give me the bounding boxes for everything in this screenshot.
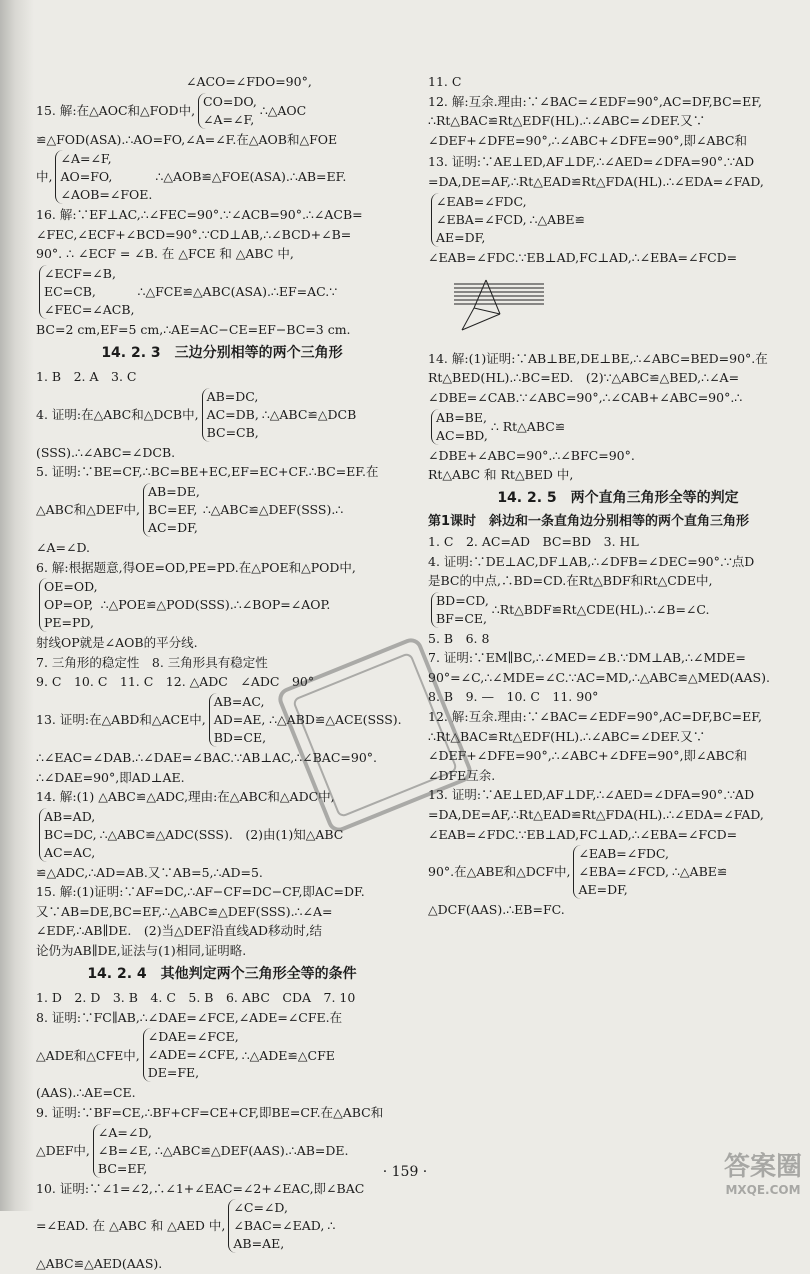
equation: OE=OD, <box>44 579 98 595</box>
text-line: 5. 证明:∵BE=CF,∴BC=BE+EC,EF=EC+CF.∴BC=EF.在 <box>36 464 379 480</box>
text-line: =DA,DE=AF,∴Rt△EAD≌Rt△FDA(HL).∴∠EDA=∠FAD, <box>428 807 764 823</box>
text-line: ∴∠EAC=∠DAB.∴∠DAE=∠BAC.∵AB⊥AC,∴∠BAC=90°. <box>36 749 377 765</box>
text-line: 14. 解:(1)证明:∵AB⊥BE,DE⊥BE,∴∠ABC=BED=90°.在 <box>428 350 768 366</box>
text-line: 9. 证明:∵BF=CE,∴BF+CF=CE+CF,即BE=CF.在△ABC和 <box>36 1105 384 1121</box>
triangle-diagram <box>454 270 544 340</box>
problem-5 <box>36 482 408 538</box>
text: ∴Rt△BDF≌Rt△CDE(HL).∴∠B=∠C. <box>491 601 710 617</box>
text: ∴△POE≌△POD(SSS).∴∠BOP=∠AOP. <box>100 597 331 613</box>
equation: AB=DC, <box>206 388 259 404</box>
problem-13 <box>428 192 808 248</box>
equation-system <box>143 1028 239 1082</box>
text: =∠EAD. 在 △ABC 和 △AED 中, <box>36 1218 226 1234</box>
text: Rt△ABC 和 Rt△BED 中, <box>428 467 574 483</box>
text-line: 12. 解:互余.理由:∵∠BAC=∠EDF=90°,AC=DF,BC=EF, <box>428 709 762 725</box>
text: ∴△ABC≌△DEF(SSS).∴ <box>202 502 344 518</box>
equation-system <box>431 409 488 445</box>
text-line: ∠FEC,∠ECF+∠BCD=90°.∵CD⊥AB,∴∠BCD+∠B= <box>36 226 352 242</box>
equation-system <box>573 845 669 899</box>
equation: AE=DF, <box>578 882 628 898</box>
text: △ADE和△CFE中, <box>36 1047 140 1063</box>
equation: AC=DF, <box>148 519 198 535</box>
text-line: 4. 证明:∵DE⊥AC,DF⊥AB,∴∠DFB=∠DEC=90°.∵点D <box>428 553 755 569</box>
section-heading: 14. 2. 4 其他判定两个三角形全等的条件 <box>87 965 357 982</box>
watermark-text: 答案圈 <box>723 1152 802 1182</box>
equation-system <box>202 388 259 442</box>
text-line: 是BC的中点,∴BD=CD.在Rt△BDF和Rt△CDE中, <box>428 573 713 589</box>
equation: AB=AE, <box>233 1236 285 1252</box>
segment-an <box>486 280 500 314</box>
equation-system <box>431 592 489 628</box>
equation: AB=BE, <box>436 409 487 425</box>
problem-14 <box>428 408 808 446</box>
equation-system <box>209 693 266 747</box>
problem-13b <box>428 844 808 900</box>
equation: AC=AC, <box>44 844 96 860</box>
answer-line: 9. C 10. C 11. C 12. △ADC ∠ADC 90° <box>36 674 315 690</box>
equation: ∠AOB=∠FOE. <box>60 187 153 203</box>
text: ∴△ABC≌△ADC(SSS). (2)由(1)知△ABC <box>99 826 344 842</box>
answer-line: 1. D 2. D 3. B 4. C 5. B 6. ABC CDA 7. 10 <box>36 990 356 1006</box>
equation: BC=CB, <box>206 424 259 440</box>
text-line: ∴Rt△BAC≌Rt△EDF(HL).∴∠ABC=∠DEF.又∵ <box>428 113 706 129</box>
equation: AB=DE, <box>148 483 200 499</box>
text-line: 7. 证明:∵EM∥BC,∴∠MED=∠B.∵DM⊥AB,∴∠MDE= <box>428 650 746 666</box>
text-line: 6. 解:根据题意,得OE=OD,PE=PD.在△POE和△POD中, <box>36 559 356 575</box>
text: ∴△ABD≌△ACE(SSS). <box>269 712 402 728</box>
system-line <box>36 264 408 320</box>
equation-system <box>55 150 152 204</box>
text-line: 射线OP就是∠AOB的平分线. <box>36 635 198 651</box>
page-number: · 159 · <box>382 1164 428 1180</box>
segment-bm <box>462 308 474 330</box>
equation: AC=DB, <box>206 406 259 422</box>
text-line: ∠DEF+∠DFE=90°,∴∠ABC+∠DFE=90°,即∠ABC和 <box>428 132 747 148</box>
equation: ∠EAB=∠FDC, <box>578 846 669 862</box>
text-line: ∠A=∠D. <box>36 539 90 555</box>
equation: ∠BAC=∠EAD, <box>233 1218 325 1234</box>
text-line: 13. 证明:∵AE⊥ED,AF⊥DF,∴∠AED=∠DFA=90°.∵AD <box>428 154 755 170</box>
equation: BD=CE, <box>213 729 267 745</box>
text-line: ∠ACO=∠FDO=90°, <box>186 74 312 89</box>
text: ∴ Rt△ABC≌ <box>490 418 566 434</box>
equation-system <box>39 808 97 862</box>
segment-bn <box>474 308 500 314</box>
text-line: ≌△ADC,∴AD=AB.又∵AB=5,∴AD=5. <box>36 864 263 880</box>
equation: ∠EBA=∠FCD, <box>436 211 527 227</box>
section-heading: 14. 2. 5 两个直角三角形全等的判定 <box>497 489 739 506</box>
segment-mn <box>462 314 500 330</box>
equation: AB=AC, <box>213 693 265 709</box>
text-line: Rt△BED(HL).∴BC=ED. (2)∵△ABC≌△BED,∴∠A= <box>428 370 740 386</box>
text: ∴△ABE≌ <box>529 211 585 227</box>
problem-4 <box>428 591 808 629</box>
system-line <box>36 149 408 205</box>
text-line: △DCF(AAS).∴EB=FC. <box>428 902 565 918</box>
equation: ∠B=∠E, <box>97 1142 152 1158</box>
text: ∴△FCE≌△ABC(ASA).∴EF=AC.∵ <box>137 284 338 300</box>
answer-line: 5. B 6. 8 <box>428 630 490 646</box>
problem-10 <box>36 1198 408 1254</box>
equation-system <box>143 483 200 537</box>
text: ∴△ABC≌△DCB <box>261 406 357 422</box>
equation: ∠A=∠F, <box>203 111 255 127</box>
text-line: ∠EAB=∠FDC.∵EB⊥AD,FC⊥AD,∴∠EBA=∠FCD= <box>428 826 738 842</box>
text-line: (SSS).∴∠ABC=∠DCB. <box>36 444 176 460</box>
text-line: 16. 解:∵EF⊥AC,∴∠FEC=90°.∵∠ACB=90°.∴∠ACB= <box>36 207 363 223</box>
section-heading: 14. 2. 3 三边分别相等的两个三角形 <box>101 344 343 361</box>
text-line: ∴∠DAE=90°,即AD⊥AE. <box>36 769 185 785</box>
equation: AB=AD, <box>44 808 96 824</box>
equation: BD=CD, <box>436 592 489 608</box>
equation: AO=FO, <box>60 169 113 185</box>
equation: EC=CB, <box>44 283 96 299</box>
text: ∴△ABC≌△DEF(AAS).∴AB=DE. <box>154 1142 349 1158</box>
problem-15 <box>36 92 408 130</box>
equation: ∠EBA=∠FCD, <box>578 864 669 880</box>
answer-line: 11. C <box>428 74 462 89</box>
problem-4 <box>36 387 408 443</box>
equation: ∠A=∠D, <box>97 1124 152 1140</box>
equation: AC=BD, <box>436 427 488 443</box>
text-line: 12. 解:互余.理由:∵∠BAC=∠EDF=90°,AC=DF,BC=EF, <box>428 93 762 109</box>
equation: AE=DF, <box>436 229 486 245</box>
book-spine-shadow <box>0 0 34 1211</box>
text: 中, <box>36 169 53 185</box>
geometry-figure <box>454 270 808 346</box>
text-line: ∠EDF,∴AB∥DE. (2)当△DEF沿直线AD移动时,结 <box>36 923 323 939</box>
answer-line: 7. 三角形的稳定性 8. 三角形具有稳定性 <box>36 654 268 670</box>
lesson-subheading: 第1课时 斜边和一条直角边分别相等的两个直角三角形 <box>428 514 750 530</box>
text-line: ≌△FOD(ASA).∴AO=FO,∠A=∠F.在△AOB和△FOE <box>36 131 338 147</box>
text-line: △ABC≌△AED(AAS). <box>36 1256 163 1272</box>
text-line: 8. 证明:∵FC∥AB,∴∠DAE=∠FCE,∠ADE=∠CFE.在 <box>36 1009 343 1025</box>
text-line: ∴Rt△BAC≌Rt△EDF(HL).∴∠ABC=∠DEF.又∵ <box>428 728 706 744</box>
equation: BC=EF, <box>148 501 198 517</box>
equation: ∠ADE=∠CFE, <box>147 1047 239 1063</box>
text: 15. 解:在△AOC和△FOD中, <box>36 102 196 118</box>
equation: BC=DC, <box>44 826 97 842</box>
text-line: 90°=∠C,∴∠MDE=∠C.∵AC=MD,∴△ABC≌△MED(AAS). <box>428 669 770 685</box>
text-line: 13. 证明:∵AE⊥ED,AF⊥DF,∴∠AED=∠DFA=90°.∵AD <box>428 787 755 803</box>
equation-system <box>431 193 527 247</box>
equation-system <box>39 265 135 319</box>
equation: ∠DAE=∠FCE, <box>147 1029 239 1045</box>
answer-line: 8. B 9. — 10. C 11. 90° <box>428 689 599 705</box>
text: 4. 证明:在△ABC和△DCB中, <box>36 406 199 422</box>
text-line: =DA,DE=AF,∴Rt△EAD≌Rt△FDA(HL).∴∠EDA=∠FAD, <box>428 173 764 189</box>
text-line: ∠DFE互余. <box>428 767 496 783</box>
equation: ∠ECF=∠B, <box>44 265 116 281</box>
problem-6 <box>36 577 408 633</box>
text-line: 15. 解:(1)证明:∵AF=DC,∴AF−CF=DC−CF,即AC=DF. <box>36 884 365 900</box>
text-line: (AAS).∴AE=CE. <box>36 1085 136 1101</box>
text-line: 90°. ∴ ∠ECF = ∠B. 在 △FCE 和 △ABC 中, <box>36 246 294 262</box>
text: ∴ <box>327 1218 336 1234</box>
equation-system <box>39 578 98 632</box>
equation: PE=PD, <box>44 615 94 631</box>
text-line: ∠EAB=∠FDC.∵EB⊥AD,FC⊥AD,∴∠EBA=∠FCD= <box>428 249 738 265</box>
text-line: ∠DBE+∠ABC=90°.∴∠BFC=90°. <box>428 447 635 463</box>
text: ∴△AOC <box>259 102 307 118</box>
text: 90°.在△ABE和△DCF中, <box>428 864 571 880</box>
equation: BC=EF, <box>97 1160 148 1176</box>
text-line: ∠DEF+∠DFE=90°,∴∠ABC+∠DFE=90°,即∠ABC和 <box>428 748 747 764</box>
equation: ∠C=∠D, <box>233 1200 288 1216</box>
system-line <box>428 465 808 485</box>
text: ∴△ABE≌ <box>671 864 728 880</box>
text-line: 10. 证明:∵∠1=∠2,∴∠1+∠EAC=∠2+∠EAC,即∠BAC <box>36 1180 365 1196</box>
right-column <box>428 72 808 920</box>
answer-line: 1. B 2. A 3. C <box>36 369 137 385</box>
text: ∴△AOB≌△FOE(ASA).∴AB=EF. <box>155 169 347 185</box>
equation: BF=CE, <box>436 610 487 626</box>
equation: ∠EAB=∠FDC, <box>436 193 527 209</box>
equation: ∠A=∠F, <box>60 151 112 167</box>
text-line: ∠DBE=∠CAB.∵∠ABC=90°,∴∠CAB+∠ABC=90°.∴ <box>428 389 743 405</box>
text-line: 论仍为AB∥DE,证法与(1)相同,证明略. <box>36 943 247 959</box>
text-line: 14. 解:(1) △ABC≌△ADC,理由:在△ABC和△ADC中, <box>36 789 335 805</box>
equation: ∠FEC=∠ACB, <box>44 301 135 317</box>
watermark-url: MXQE.COM <box>725 1183 801 1197</box>
equation: DE=FE, <box>147 1065 200 1081</box>
text: 13. 证明:在△ABD和△ACE中, <box>36 712 206 728</box>
text: △ABC和△DEF中, <box>36 502 141 518</box>
equation: CO=DO, <box>203 93 257 109</box>
equation-system <box>198 93 257 129</box>
watermark-logo <box>724 1146 802 1197</box>
answer-line: 1. C 2. AC=AD BC=BD 3. HL <box>428 533 639 549</box>
text: ∴△ADE≌△CFE <box>241 1047 335 1063</box>
text-line: BC=2 cm,EF=5 cm,∴AE=AC−CE=EF−BC=3 cm. <box>36 321 351 337</box>
problem-8 <box>36 1027 408 1083</box>
text-line: 又∵AB=DE,BC=EF,∴△ABC≌△DEF(SSS).∴∠A= <box>36 903 333 919</box>
equation: OP=OP, <box>44 597 94 613</box>
text: △DEF中, <box>36 1142 90 1158</box>
equation: AD=AE, <box>213 711 266 727</box>
equation-system <box>228 1199 324 1253</box>
